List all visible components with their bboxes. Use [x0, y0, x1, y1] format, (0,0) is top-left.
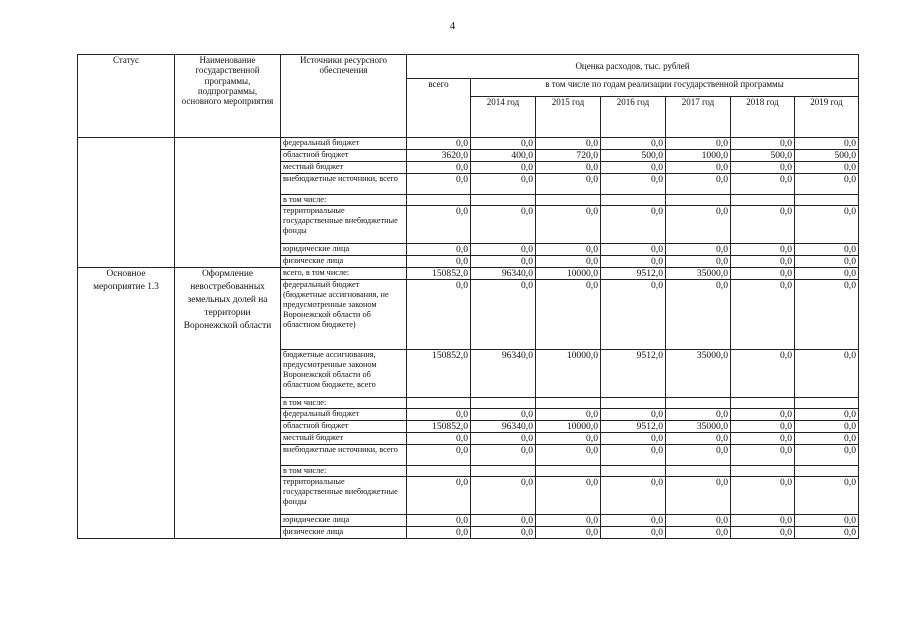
header-sources: Источники ресурсного обеспечения	[281, 55, 407, 138]
header-status: Статус	[78, 55, 175, 138]
value-total-cell: 0,0	[407, 515, 471, 527]
value-year-cell: 10000,0	[536, 350, 601, 398]
value-year-cell: 0,0	[536, 527, 601, 539]
value-year-cell: 0,0	[731, 174, 795, 195]
value-year-cell: 400,0	[471, 150, 536, 162]
value-year-cell: 0,0	[731, 515, 795, 527]
value-year-cell: 0,0	[536, 280, 601, 350]
value-year-cell	[536, 466, 601, 477]
value-year-cell: 0,0	[666, 174, 731, 195]
value-year-cell	[795, 466, 859, 477]
source-cell: юридические лица	[281, 515, 407, 527]
value-year-cell: 0,0	[536, 515, 601, 527]
status-cell: Основное мероприятие 1.3	[78, 268, 175, 539]
value-year-cell: 96340,0	[471, 268, 536, 280]
value-year-cell: 0,0	[471, 433, 536, 445]
value-year-cell: 0,0	[731, 244, 795, 256]
value-year-cell: 0,0	[601, 256, 666, 268]
value-year-cell	[795, 398, 859, 409]
value-total-cell: 0,0	[407, 409, 471, 421]
value-year-cell: 0,0	[731, 445, 795, 466]
value-year-cell: 0,0	[795, 409, 859, 421]
value-year-cell	[601, 195, 666, 206]
value-year-cell	[471, 195, 536, 206]
source-cell: федеральный бюджет	[281, 138, 407, 150]
value-year-cell	[536, 195, 601, 206]
value-year-cell: 0,0	[471, 174, 536, 195]
value-year-cell	[666, 398, 731, 409]
value-year-cell: 0,0	[471, 477, 536, 515]
value-year-cell: 0,0	[536, 244, 601, 256]
header-year: 2017 год	[666, 97, 731, 138]
value-year-cell	[471, 466, 536, 477]
source-cell: местный бюджет	[281, 433, 407, 445]
value-year-cell: 0,0	[601, 206, 666, 244]
value-year-cell: 0,0	[471, 515, 536, 527]
header-estimate: Оценка расходов, тыс. рублей	[407, 55, 859, 79]
value-year-cell	[795, 195, 859, 206]
value-year-cell: 0,0	[795, 206, 859, 244]
value-total-cell: 150852,0	[407, 268, 471, 280]
value-year-cell: 0,0	[795, 138, 859, 150]
value-year-cell: 0,0	[731, 477, 795, 515]
value-year-cell: 0,0	[731, 350, 795, 398]
value-year-cell: 0,0	[731, 256, 795, 268]
value-year-cell: 0,0	[731, 206, 795, 244]
header-year: 2014 год	[471, 97, 536, 138]
table-row	[78, 268, 859, 280]
value-total-cell: 0,0	[407, 174, 471, 195]
source-cell: всего, в том числе:	[281, 268, 407, 280]
value-year-cell: 0,0	[536, 174, 601, 195]
value-total-cell: 0,0	[407, 433, 471, 445]
header-by-years: в том числе по годам реализации государственной программы	[471, 79, 859, 97]
value-year-cell	[471, 398, 536, 409]
value-total-cell: 0,0	[407, 256, 471, 268]
value-year-cell: 720,0	[536, 150, 601, 162]
value-total-cell: 0,0	[407, 280, 471, 350]
value-total-cell	[407, 195, 471, 206]
value-year-cell: 0,0	[601, 409, 666, 421]
value-total-cell: 0,0	[407, 477, 471, 515]
source-cell: областной бюджет	[281, 150, 407, 162]
value-year-cell: 0,0	[795, 244, 859, 256]
value-year-cell: 0,0	[471, 244, 536, 256]
page-number: 4	[449, 20, 456, 32]
value-total-cell: 0,0	[407, 445, 471, 466]
value-year-cell: 0,0	[795, 280, 859, 350]
value-total-cell: 150852,0	[407, 421, 471, 433]
source-cell: физические лица	[281, 527, 407, 539]
value-year-cell: 0,0	[731, 162, 795, 174]
value-total-cell: 150852,0	[407, 350, 471, 398]
value-year-cell: 0,0	[795, 268, 859, 280]
value-year-cell: 0,0	[795, 174, 859, 195]
value-year-cell: 9512,0	[601, 268, 666, 280]
value-year-cell: 0,0	[731, 268, 795, 280]
source-cell: областной бюджет	[281, 421, 407, 433]
value-year-cell: 0,0	[601, 138, 666, 150]
value-year-cell: 0,0	[666, 138, 731, 150]
value-year-cell: 9512,0	[601, 421, 666, 433]
value-year-cell: 0,0	[471, 445, 536, 466]
value-total-cell: 0,0	[407, 206, 471, 244]
value-year-cell: 0,0	[666, 206, 731, 244]
value-year-cell: 0,0	[666, 527, 731, 539]
value-year-cell: 0,0	[666, 244, 731, 256]
value-year-cell: 0,0	[731, 280, 795, 350]
value-year-cell: 0,0	[471, 280, 536, 350]
value-year-cell	[666, 195, 731, 206]
name-cell	[175, 138, 281, 268]
value-year-cell: 0,0	[601, 445, 666, 466]
value-year-cell: 500,0	[731, 150, 795, 162]
value-year-cell: 0,0	[536, 256, 601, 268]
value-year-cell: 0,0	[471, 527, 536, 539]
value-year-cell: 0,0	[795, 433, 859, 445]
value-year-cell: 0,0	[536, 206, 601, 244]
value-year-cell: 0,0	[601, 515, 666, 527]
source-cell: юридические лица	[281, 244, 407, 256]
value-year-cell: 0,0	[795, 421, 859, 433]
status-cell	[78, 138, 175, 268]
source-cell: федеральный бюджет (бюджетные ассигнования, не предусмотренные законом Воронежской области об областном бюджете)	[281, 280, 407, 350]
header-total: всего	[407, 79, 471, 138]
value-year-cell: 0,0	[471, 206, 536, 244]
value-year-cell: 0,0	[601, 244, 666, 256]
value-year-cell: 10000,0	[536, 421, 601, 433]
header-year: 2019 год	[795, 97, 859, 138]
value-year-cell: 0,0	[471, 256, 536, 268]
value-year-cell: 0,0	[601, 477, 666, 515]
block-previous-event	[78, 138, 859, 268]
source-cell: территориальные государственные внебюджетные фонды	[281, 477, 407, 515]
value-year-cell: 35000,0	[666, 421, 731, 433]
value-year-cell: 0,0	[795, 350, 859, 398]
value-year-cell: 0,0	[601, 527, 666, 539]
value-year-cell: 0,0	[666, 409, 731, 421]
value-year-cell: 0,0	[666, 256, 731, 268]
value-year-cell: 96340,0	[471, 421, 536, 433]
header-year: 2018 год	[731, 97, 795, 138]
table-row	[78, 138, 859, 150]
value-year-cell: 0,0	[731, 138, 795, 150]
source-cell: внебюджетные источники, всего	[281, 445, 407, 466]
value-total-cell: 3620,0	[407, 150, 471, 162]
value-year-cell: 0,0	[471, 409, 536, 421]
source-cell: физические лица	[281, 256, 407, 268]
header-year: 2016 год	[601, 97, 666, 138]
value-total-cell: 0,0	[407, 162, 471, 174]
source-cell: внебюджетные источники, всего	[281, 174, 407, 195]
value-year-cell: 500,0	[795, 150, 859, 162]
value-year-cell: 0,0	[536, 138, 601, 150]
value-total-cell	[407, 466, 471, 477]
value-year-cell: 35000,0	[666, 268, 731, 280]
value-total-cell: 0,0	[407, 244, 471, 256]
source-cell: местный бюджет	[281, 162, 407, 174]
value-year-cell: 0,0	[731, 409, 795, 421]
value-total-cell: 0,0	[407, 527, 471, 539]
source-cell: федеральный бюджет	[281, 409, 407, 421]
budget-table	[77, 54, 859, 539]
value-year-cell: 9512,0	[601, 350, 666, 398]
name-cell: Оформление невостребованных земельных долей на территории Воронежской области	[175, 268, 281, 539]
value-year-cell: 0,0	[536, 409, 601, 421]
value-year-cell: 0,0	[601, 174, 666, 195]
value-year-cell	[731, 398, 795, 409]
value-year-cell	[666, 466, 731, 477]
value-year-cell: 0,0	[666, 445, 731, 466]
value-year-cell: 0,0	[731, 421, 795, 433]
value-year-cell: 0,0	[666, 162, 731, 174]
block-main-event-1-3	[78, 268, 859, 539]
value-year-cell: 0,0	[536, 162, 601, 174]
value-year-cell: 0,0	[666, 433, 731, 445]
value-total-cell	[407, 398, 471, 409]
value-year-cell: 10000,0	[536, 268, 601, 280]
value-year-cell	[731, 466, 795, 477]
value-year-cell: 0,0	[731, 527, 795, 539]
value-year-cell: 0,0	[536, 477, 601, 515]
value-year-cell: 1000,0	[666, 150, 731, 162]
value-year-cell: 35000,0	[666, 350, 731, 398]
value-year-cell	[536, 398, 601, 409]
value-year-cell: 0,0	[795, 162, 859, 174]
value-year-cell: 0,0	[795, 477, 859, 515]
value-year-cell: 500,0	[601, 150, 666, 162]
value-year-cell: 0,0	[601, 162, 666, 174]
value-year-cell: 0,0	[471, 138, 536, 150]
value-year-cell: 0,0	[795, 445, 859, 466]
value-year-cell: 0,0	[536, 445, 601, 466]
value-year-cell	[601, 466, 666, 477]
value-year-cell: 0,0	[731, 433, 795, 445]
source-cell: в том числе:	[281, 466, 407, 477]
source-cell: территориальные государственные внебюджетные фонды	[281, 206, 407, 244]
value-total-cell: 0,0	[407, 138, 471, 150]
value-year-cell: 0,0	[666, 477, 731, 515]
header-name: Наименование государственной программы, подпрограммы, основного мероприятия	[175, 55, 281, 138]
value-year-cell: 0,0	[536, 433, 601, 445]
header-year: 2015 год	[536, 97, 601, 138]
value-year-cell: 0,0	[601, 280, 666, 350]
value-year-cell: 0,0	[601, 433, 666, 445]
value-year-cell: 0,0	[795, 527, 859, 539]
value-year-cell: 0,0	[795, 256, 859, 268]
source-cell: в том числе:	[281, 195, 407, 206]
value-year-cell	[731, 195, 795, 206]
value-year-cell: 96340,0	[471, 350, 536, 398]
value-year-cell	[601, 398, 666, 409]
value-year-cell: 0,0	[666, 280, 731, 350]
source-cell: бюджетные ассигнования, предусмотренные законом Воронежской области об областном бюджете, всего	[281, 350, 407, 398]
value-year-cell: 0,0	[471, 162, 536, 174]
source-cell: в том числе:	[281, 398, 407, 409]
value-year-cell: 0,0	[666, 515, 731, 527]
value-year-cell: 0,0	[795, 515, 859, 527]
table-header	[78, 55, 859, 138]
